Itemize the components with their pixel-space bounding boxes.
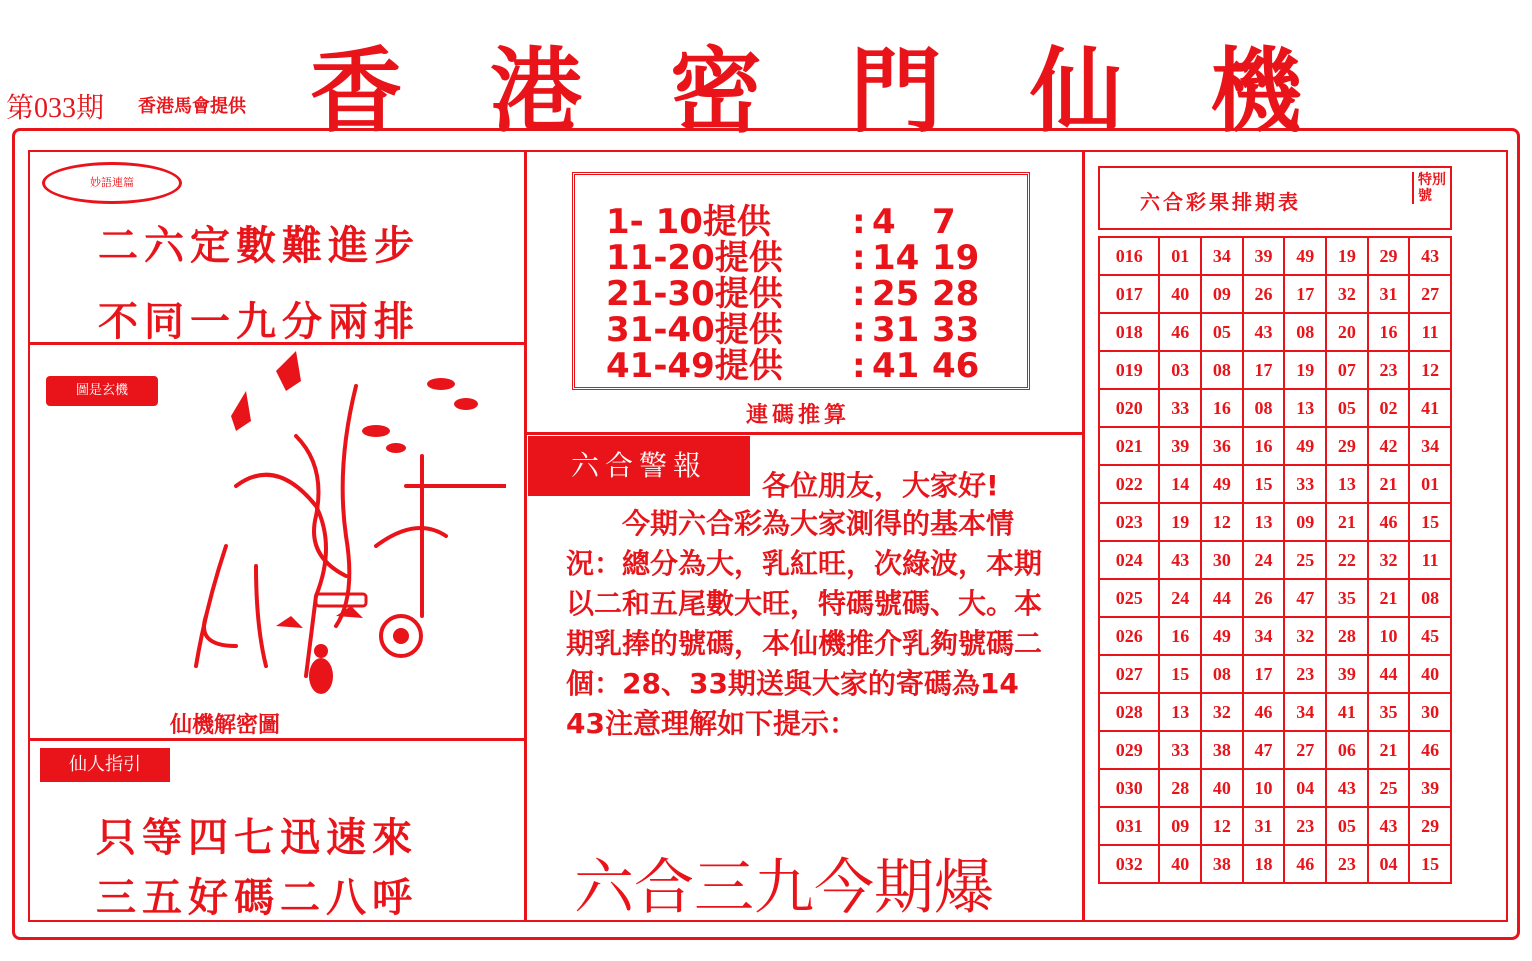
number-cell: 34 [1243, 617, 1285, 655]
number-cell: 18 [1243, 845, 1285, 883]
number-cell: 24 [1159, 579, 1201, 617]
number-cell: 47 [1284, 579, 1326, 617]
number-cell: 30 [1201, 541, 1243, 579]
table-row [1099, 769, 1451, 807]
issue-cell: 026 [1099, 617, 1159, 655]
number-cell: 16 [1243, 427, 1285, 465]
number-cell: 01 [1159, 237, 1201, 275]
alert-body: 今期六合彩為大家測得的基本情況：總分為大，乳紅旺，次綠波，本期以二和五尾數大旺，特碼號碼、大。本期乳捧的號碼，本仙機推介乳夠號碼二個：28、33期送與大家的寄碼為14 43注意理解如下提示： [566, 507, 1043, 740]
number-cell: 12 [1201, 807, 1243, 845]
picture-badge: 圖是玄機 [46, 376, 158, 406]
number-cell: 08 [1284, 313, 1326, 351]
guide-line-1: 只等四七迅速來 [96, 815, 418, 861]
issue-cell: 019 [1099, 351, 1159, 389]
table-row [1099, 389, 1451, 427]
number-cell: 26 [1243, 579, 1285, 617]
issue-cell: 027 [1099, 655, 1159, 693]
prediction-list [606, 194, 980, 386]
prediction-number: 14 [872, 238, 920, 278]
prediction-number: 41 [872, 346, 920, 386]
number-cell: 14 [1159, 465, 1201, 503]
provider-label: 香港馬會提供 [138, 96, 246, 117]
number-cell: 49 [1201, 465, 1243, 503]
number-cell: 06 [1326, 731, 1368, 769]
number-cell: 40 [1201, 769, 1243, 807]
number-cell: 41 [1326, 693, 1368, 731]
number-cell: 12 [1409, 351, 1451, 389]
number-cell: 49 [1284, 237, 1326, 275]
prediction-number: 33 [932, 310, 980, 350]
illustration-caption: 仙機解密圖 [170, 713, 281, 738]
number-cell: 25 [1284, 541, 1326, 579]
special-label: 特別號 [1412, 172, 1446, 204]
number-cell: 17 [1284, 275, 1326, 313]
number-cell: 43 [1159, 541, 1201, 579]
prediction-number: 4 [872, 202, 896, 242]
number-cell: 05 [1326, 389, 1368, 427]
number-cell: 26 [1243, 275, 1285, 313]
number-cell: 34 [1284, 693, 1326, 731]
number-cell: 05 [1326, 807, 1368, 845]
issue-cell: 017 [1099, 275, 1159, 313]
divider-right [1082, 150, 1085, 922]
schedule-title: 六合彩果排期表 [1140, 190, 1301, 214]
number-cell: 09 [1201, 275, 1243, 313]
table-row [1099, 655, 1451, 693]
number-cell: 25 [1368, 769, 1410, 807]
prediction-row: 31-40提供 : 31 33 [606, 302, 979, 338]
table-row [1099, 237, 1451, 275]
issue-cell: 028 [1099, 693, 1159, 731]
riddle-illustration [176, 346, 506, 706]
issue-cell: 030 [1099, 769, 1159, 807]
number-cell: 39 [1409, 769, 1451, 807]
issue-cell: 025 [1099, 579, 1159, 617]
prediction-number: 28 [932, 274, 980, 314]
number-cell: 17 [1243, 655, 1285, 693]
number-cell: 21 [1368, 579, 1410, 617]
number-cell: 21 [1368, 465, 1410, 503]
number-cell: 20 [1326, 313, 1368, 351]
number-cell: 24 [1243, 541, 1285, 579]
number-cell: 15 [1409, 503, 1451, 541]
divider-left [524, 150, 527, 922]
number-cell: 08 [1409, 579, 1451, 617]
number-cell: 31 [1243, 807, 1285, 845]
alert-tag: 六合警報 [528, 436, 750, 496]
verse-line-1: 二六定數難進步 [98, 223, 420, 269]
number-cell: 40 [1159, 275, 1201, 313]
number-cell: 44 [1368, 655, 1410, 693]
number-cell: 43 [1243, 313, 1285, 351]
table-row [1099, 579, 1451, 617]
prediction-number: 19 [932, 238, 980, 278]
issue-cell: 023 [1099, 503, 1159, 541]
divider-mid [527, 432, 1082, 435]
number-cell: 32 [1368, 541, 1410, 579]
number-cell: 21 [1368, 731, 1410, 769]
number-cell: 36 [1201, 427, 1243, 465]
prediction-row: 21-30提供 : 25 28 [606, 266, 979, 302]
number-cell: 44 [1201, 579, 1243, 617]
number-cell: 35 [1326, 579, 1368, 617]
prediction-number: 31 [872, 310, 920, 350]
number-cell: 17 [1243, 351, 1285, 389]
number-cell: 32 [1201, 693, 1243, 731]
number-cell: 15 [1243, 465, 1285, 503]
number-cell: 46 [1243, 693, 1285, 731]
number-cell: 42 [1368, 427, 1410, 465]
number-cell: 49 [1284, 427, 1326, 465]
oval-label: 妙語連篇 [42, 162, 182, 204]
number-cell: 29 [1368, 237, 1410, 275]
number-cell: 11 [1409, 313, 1451, 351]
number-cell: 23 [1326, 845, 1368, 883]
number-cell: 05 [1201, 313, 1243, 351]
number-cell: 47 [1243, 731, 1285, 769]
number-cell: 33 [1159, 731, 1201, 769]
table-row [1099, 693, 1451, 731]
number-cell: 19 [1159, 503, 1201, 541]
alert-greeting: 各位朋友，大家好! [762, 469, 999, 502]
number-cell: 38 [1201, 731, 1243, 769]
issue-number: 第033期 [6, 93, 105, 124]
number-cell: 13 [1326, 465, 1368, 503]
number-cell: 02 [1368, 389, 1410, 427]
issue-cell: 029 [1099, 731, 1159, 769]
number-cell: 33 [1284, 465, 1326, 503]
number-cell: 33 [1159, 389, 1201, 427]
number-cell: 46 [1368, 503, 1410, 541]
table-row [1099, 275, 1451, 313]
number-cell: 09 [1284, 503, 1326, 541]
number-cell: 23 [1368, 351, 1410, 389]
prediction-number: 46 [932, 346, 980, 386]
number-cell: 46 [1284, 845, 1326, 883]
prediction-number: 25 [872, 274, 920, 314]
number-cell: 32 [1284, 617, 1326, 655]
number-cell: 31 [1368, 275, 1410, 313]
table-row [1099, 465, 1451, 503]
table-row [1099, 541, 1451, 579]
number-cell: 13 [1243, 503, 1285, 541]
number-cell: 09 [1159, 807, 1201, 845]
number-cell: 13 [1284, 389, 1326, 427]
number-cell: 12 [1201, 503, 1243, 541]
issue-cell: 024 [1099, 541, 1159, 579]
issue-cell: 021 [1099, 427, 1159, 465]
guide-line-2: 三五好碼二八呼 [96, 875, 418, 921]
number-cell: 16 [1201, 389, 1243, 427]
number-cell: 15 [1409, 845, 1451, 883]
issue-cell: 020 [1099, 389, 1159, 427]
number-cell: 28 [1326, 617, 1368, 655]
number-cell: 13 [1159, 693, 1201, 731]
issue-cell: 016 [1099, 237, 1159, 275]
number-cell: 34 [1409, 427, 1451, 465]
prediction-row: 1- 10提供 : 4 7 [606, 194, 979, 230]
number-cell: 41 [1409, 389, 1451, 427]
number-cell: 04 [1368, 845, 1410, 883]
number-cell: 30 [1409, 693, 1451, 731]
prediction-range: 41-49提供 [606, 346, 783, 386]
number-cell: 40 [1159, 845, 1201, 883]
number-cell: 16 [1368, 313, 1410, 351]
number-cell: 46 [1409, 731, 1451, 769]
number-cell: 04 [1284, 769, 1326, 807]
number-cell: 08 [1201, 351, 1243, 389]
table-row [1099, 503, 1451, 541]
results-table [1098, 236, 1452, 884]
number-cell: 08 [1243, 389, 1285, 427]
prediction-range: 1- 10提供 [606, 202, 771, 242]
number-cell: 29 [1326, 427, 1368, 465]
table-row [1099, 807, 1451, 845]
number-cell: 39 [1243, 237, 1285, 275]
number-cell: 23 [1284, 807, 1326, 845]
number-cell: 40 [1409, 655, 1451, 693]
prediction-row: 41-49提供 : 41 46 [606, 338, 979, 374]
number-cell: 38 [1201, 845, 1243, 883]
issue-cell: 022 [1099, 465, 1159, 503]
number-cell: 43 [1368, 807, 1410, 845]
prediction-range: 11-20提供 [606, 238, 783, 278]
verse-line-2: 不同一九分兩排 [98, 299, 420, 345]
issue-cell: 018 [1099, 313, 1159, 351]
bottom-slogan: 六合三九今期爆 [574, 853, 994, 923]
number-cell: 11 [1409, 541, 1451, 579]
number-cell: 23 [1284, 655, 1326, 693]
table-row [1099, 427, 1451, 465]
table-row [1099, 845, 1451, 883]
prediction-range: 31-40提供 [606, 310, 783, 350]
number-cell: 08 [1201, 655, 1243, 693]
page-title: 香港密門仙機 [310, 38, 1391, 145]
number-cell: 10 [1368, 617, 1410, 655]
number-cell: 39 [1326, 655, 1368, 693]
prediction-range: 21-30提供 [606, 274, 783, 314]
prediction-caption: 連碼推算 [746, 403, 851, 428]
number-cell: 28 [1159, 769, 1201, 807]
number-cell: 35 [1368, 693, 1410, 731]
number-cell: 01 [1409, 465, 1451, 503]
number-cell: 29 [1409, 807, 1451, 845]
number-cell: 43 [1326, 769, 1368, 807]
number-cell: 19 [1326, 237, 1368, 275]
prediction-number: 7 [932, 202, 956, 242]
number-cell: 43 [1409, 237, 1451, 275]
table-row [1099, 351, 1451, 389]
number-cell: 10 [1243, 769, 1285, 807]
number-cell: 39 [1159, 427, 1201, 465]
number-cell: 27 [1409, 275, 1451, 313]
number-cell: 21 [1326, 503, 1368, 541]
number-cell: 19 [1284, 351, 1326, 389]
number-cell: 32 [1326, 275, 1368, 313]
number-cell: 46 [1159, 313, 1201, 351]
number-cell: 03 [1159, 351, 1201, 389]
number-cell: 15 [1159, 655, 1201, 693]
number-cell: 34 [1201, 237, 1243, 275]
number-cell: 07 [1326, 351, 1368, 389]
prediction-row: 11-20提供 : 14 19 [606, 230, 979, 266]
issue-cell: 031 [1099, 807, 1159, 845]
number-cell: 16 [1159, 617, 1201, 655]
table-row [1099, 617, 1451, 655]
table-row [1099, 313, 1451, 351]
number-cell: 45 [1409, 617, 1451, 655]
table-row [1099, 731, 1451, 769]
number-cell: 22 [1326, 541, 1368, 579]
number-cell: 49 [1201, 617, 1243, 655]
number-cell: 27 [1284, 731, 1326, 769]
guide-tag: 仙人指引 [40, 748, 170, 782]
issue-cell: 032 [1099, 845, 1159, 883]
